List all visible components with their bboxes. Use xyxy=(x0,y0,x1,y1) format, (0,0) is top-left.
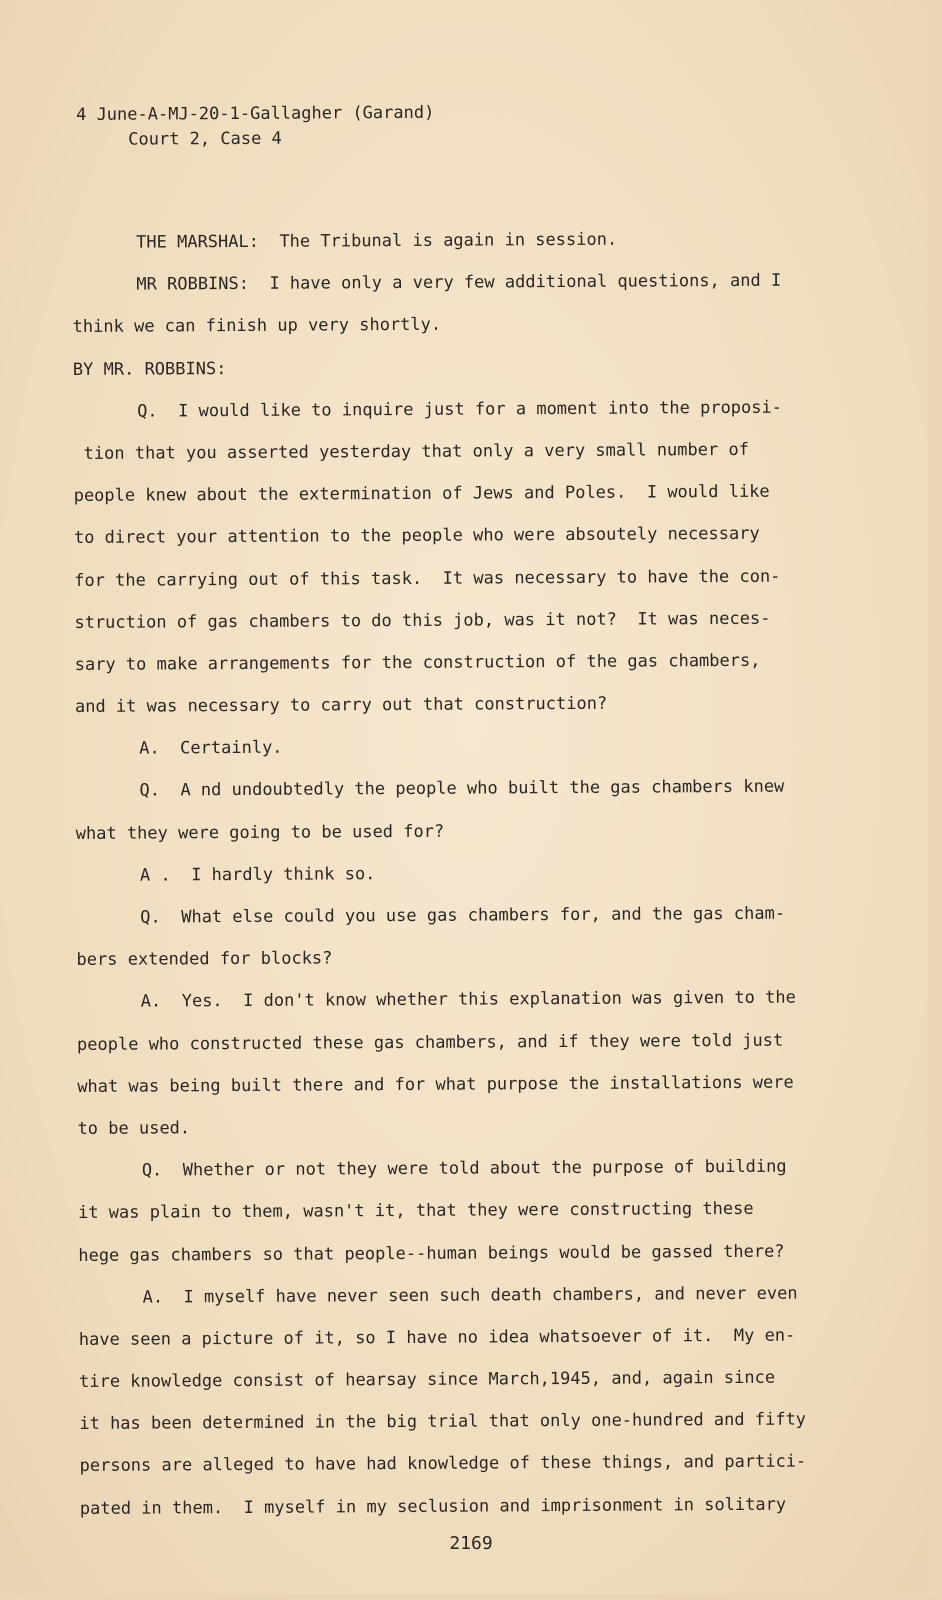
page-number: 2169 xyxy=(449,1533,493,1554)
transcript-line: struction of gas chambers to do this job, was it not? It was neces- xyxy=(74,608,771,633)
transcript-line: Q. What else could you use gas chambers for, and the gas cham- xyxy=(140,903,786,928)
transcript-line: tire knowledge consist of hearsay since March,1945, and, again since xyxy=(79,1367,776,1393)
header-reference: 4 June-A-MJ-20-1-Gallagher (Garand) xyxy=(76,102,435,125)
transcript-line: THE MARSHAL: The Tribunal is again in session. xyxy=(136,229,618,253)
transcript-line: what was being built there and for what purpose the installations were xyxy=(77,1072,794,1097)
header-court-case: Court 2, Case 4 xyxy=(128,128,282,150)
transcript-line: hege gas chambers so that people--human beings would be gassed there? xyxy=(78,1241,785,1266)
transcript-line: MR ROBBINS: I have only a very few additional questions, and I xyxy=(136,270,782,295)
transcript-line: people knew about the extermination of Jews and Poles. I would like xyxy=(73,481,770,507)
transcript-line: bers extended for blocks? xyxy=(76,948,333,971)
transcript-line: to be used. xyxy=(77,1118,191,1139)
transcript-line: Q. Whether or not they were told about the purpose of building xyxy=(141,1156,787,1181)
document-header xyxy=(76,101,435,153)
transcript-body xyxy=(72,217,870,1530)
transcript-line: have seen a picture of it, so I have no idea whatsoever of it. My en- xyxy=(78,1325,796,1350)
transcript-line: people who constructed these gas chambers, and if they were told just xyxy=(76,1030,784,1055)
transcript-line: for the carrying out of this task. It was necessary to have the con- xyxy=(74,566,781,591)
transcript-line: pated in them. I myself in my seclusion and imprisonment in solitary xyxy=(79,1494,787,1519)
transcript-line: what they were going to be used for? xyxy=(75,821,445,844)
transcript-line: A . I hardly think so. xyxy=(139,863,376,886)
transcript-line: persons are alleged to have had knowledge of these things, and partici- xyxy=(79,1451,807,1477)
transcript-line: A. I myself have never seen such death chambers, and never even xyxy=(142,1283,798,1308)
transcript-line: sary to make arrangements for the construction of the gas chambers, xyxy=(74,650,761,675)
transcript-line: A. Certainly. xyxy=(139,737,283,759)
transcript-line: to direct your attention to the people who were absoutely necessary xyxy=(73,524,760,549)
transcript-line: tion that you asserted yesterday that only a very small number of xyxy=(73,439,749,464)
transcript-line: think we can finish up very shortly. xyxy=(72,315,442,338)
transcript-line: BY MR. ROBBINS: xyxy=(72,358,227,380)
transcript-line: it was plain to them, wasn't it, that they were constructing these xyxy=(77,1199,754,1224)
transcript-line: and it was necessary to carry out that construction? xyxy=(74,693,608,718)
transcript-line: Q. I would like to inquire just for a moment into the proposi- xyxy=(137,397,783,422)
transcript-line: A. Yes. I don't know whether this explanation was given to the xyxy=(140,987,796,1012)
transcript-line: it has been determined in the big trial that only one-hundred and fifty xyxy=(79,1409,807,1435)
transcript-line: Q. A nd undoubtedly the people who built the gas chambers knew xyxy=(139,777,785,802)
